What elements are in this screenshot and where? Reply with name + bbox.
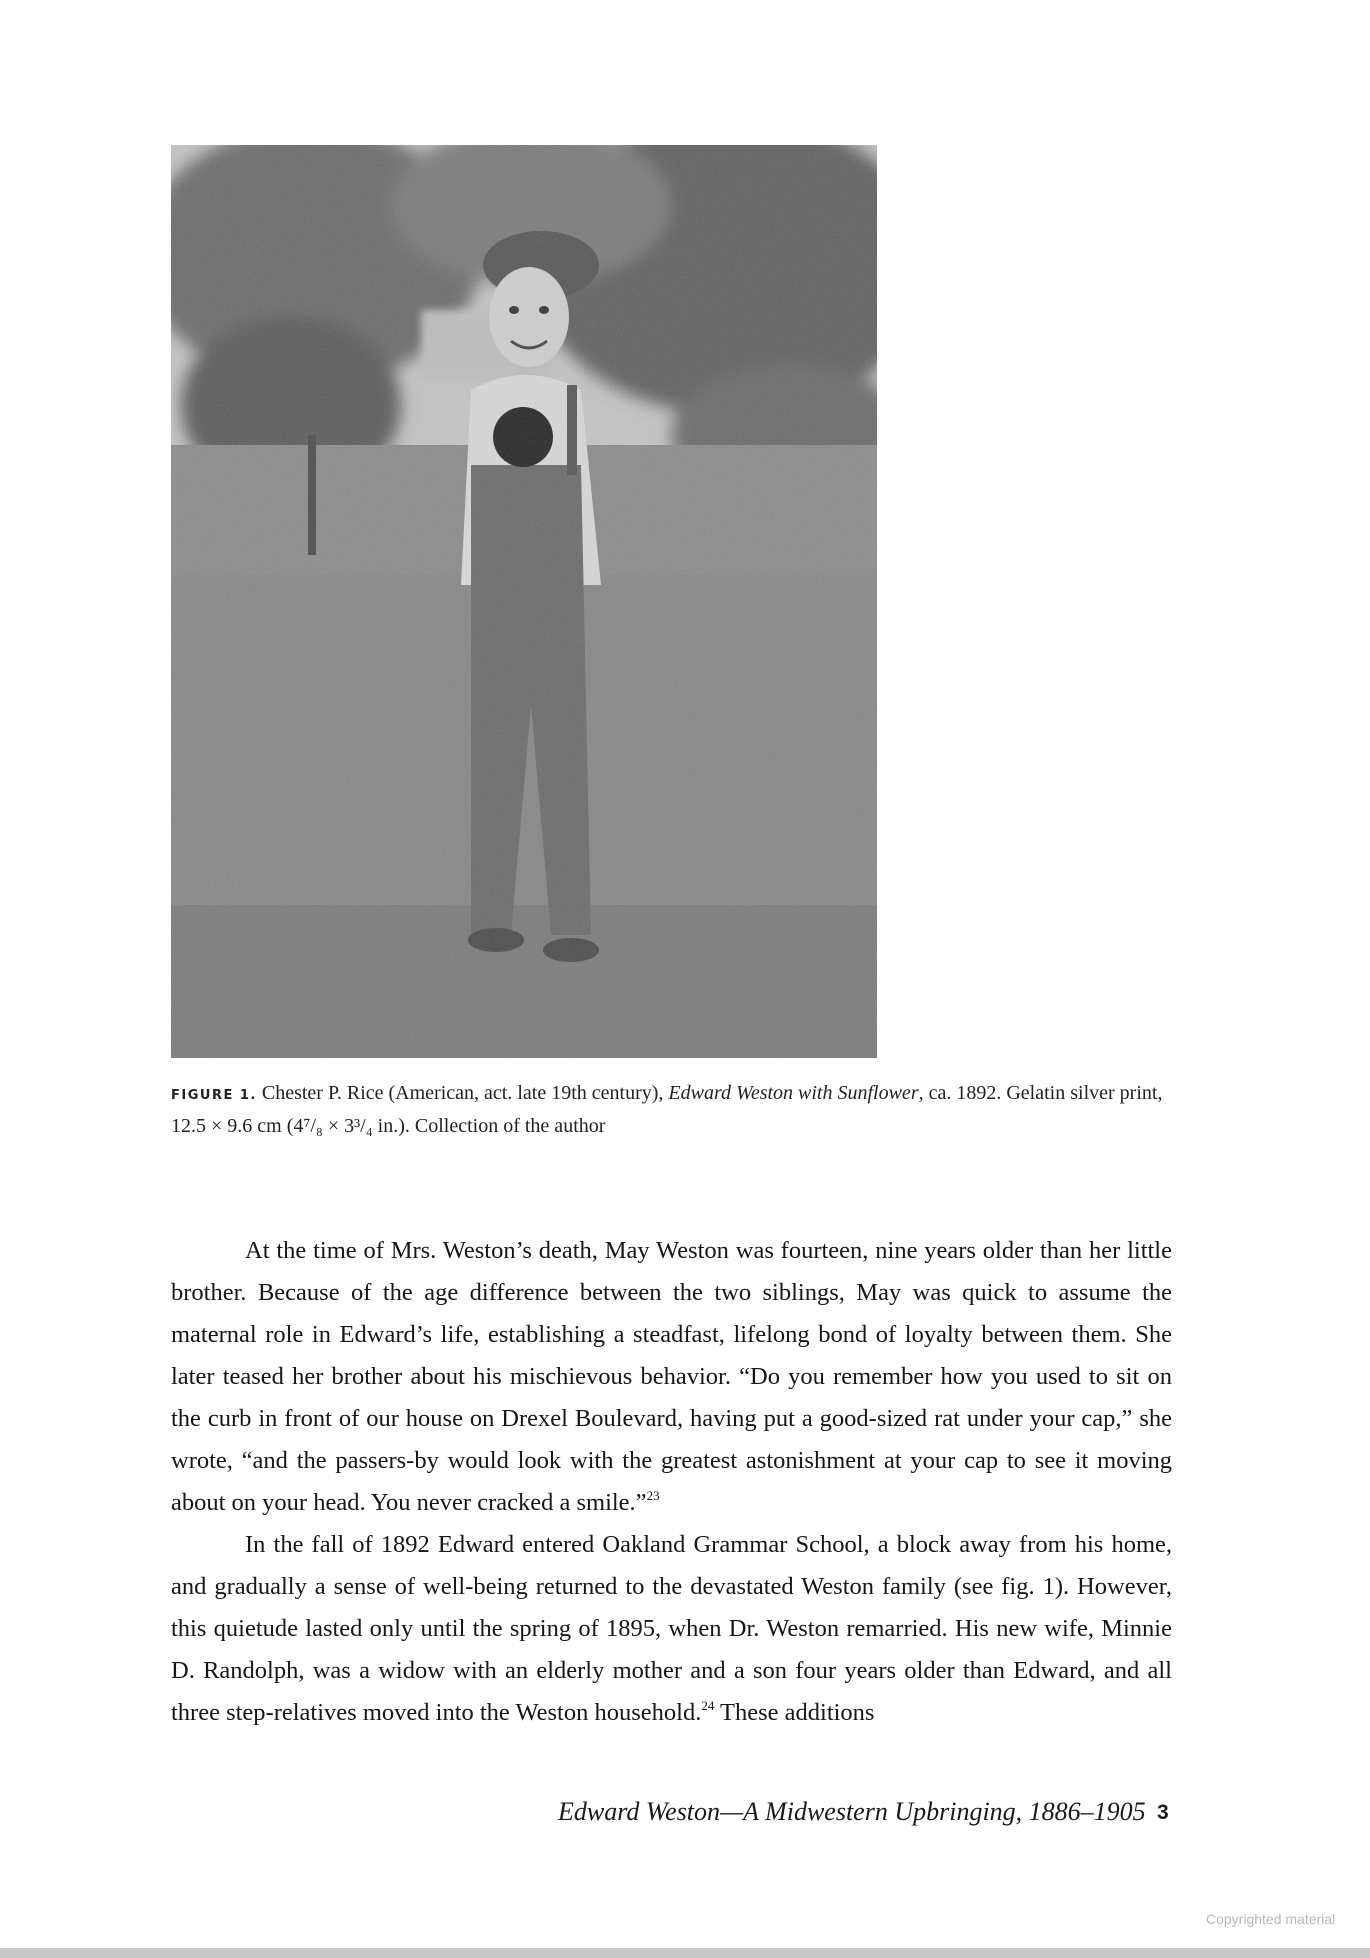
figure-label: FIGURE 1. (171, 1088, 257, 1103)
paragraph: In the fall of 1892 Edward entered Oakland Grammar School, a block away from his home, and gradually a sense of well-being returned to the devastated Weston family (see fig. 1). However, this quietude lasted only until the spring of 1895, when Dr. Weston remarried. His new wife, Minnie D. Randolph, was a widow with an elderly mother and a son four years older than Edward, and all three step-relatives moved into the Weston household.$^{24}$ These additions (171, 1531, 1172, 1726)
paragraph: At the time of Mrs. Weston’s death, May Weston was fourteen, nine years older than her little brother. Because of the age difference between the two siblings, May was quick to assume the maternal role in Edward’s life, establishing a steadfast, lifelong bond of loyalty between them. She later teased her brother about his mischievous behavior. “Do you remember how you used to sit on the curb in front of our house on Drexel Boulevard, having put a good-sized rat under your cap,” she wrote, “and the passers-by would look with the greatest astonishment at your cap to see it moving about on your head. You never cracked a smile.”$^{23}$ (171, 1237, 1172, 1516)
running-footer-title: Edward Weston—A Midwestern Upbringing, 1886–1905 (558, 1797, 1146, 1826)
footnote-marker[interactable]: 24 (701, 1698, 715, 1713)
viewer-bottom-bar (0, 1948, 1370, 1958)
page-number: 3 (1157, 1801, 1169, 1824)
caption-text-2: , ca. 1892. Gelatin silver print, 12.5 × 9.6 cm (4⁷/₈ × 3³/₄ in.). Collection of the author (171, 1082, 1163, 1137)
body-text (171, 1230, 1172, 1734)
caption-artwork-title: Edward Weston with Sunflower (668, 1082, 919, 1104)
photo-illustration (171, 145, 877, 1058)
figure-caption (171, 1078, 1171, 1142)
copyright-watermark: Copyrighted material (1206, 1911, 1336, 1927)
caption-text-1: Chester P. Rice (American, act. late 19th century), (256, 1082, 669, 1104)
footnote-marker[interactable]: 23 (646, 1488, 660, 1503)
figure-photo (171, 145, 877, 1058)
